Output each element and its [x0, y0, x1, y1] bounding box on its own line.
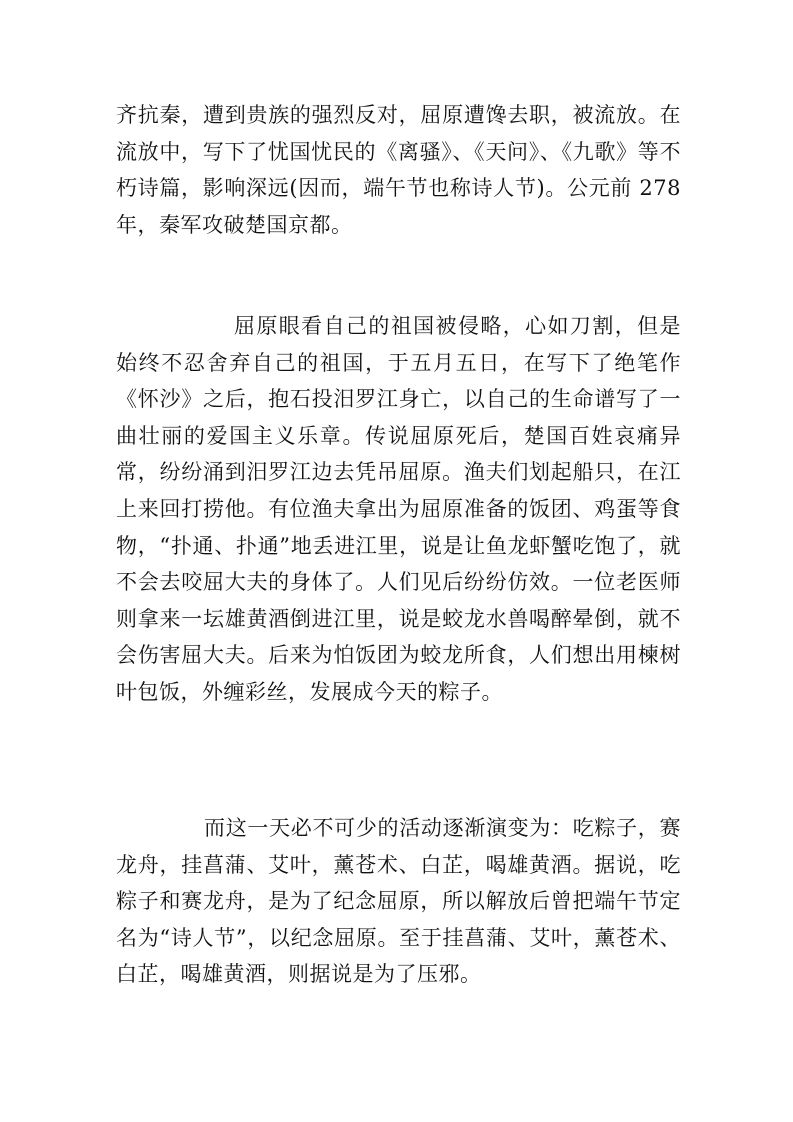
paragraph-3: 而这一天必不可少的活动逐渐演变为：吃粽子，赛龙舟，挂菖蒲、艾叶，薰苍术、白芷，喝雄黄酒。据说，吃粽子和赛龙舟，是为了纪念屈原，所以解放后曾把端午节定名为“诗人节”，以纪念屈原。至于挂菖蒲、艾叶，薰苍术、白芷，喝雄黄酒，则据说是为了压邪。	[116, 816, 681, 987]
paragraph-1: 齐抗秦，遭到贵族的强烈反对，屈原遭馋去职，被流放。在流放中，写下了忧国忧民的《离骚》、《天问》、《九歌》等不朽诗篇，影响深远(因而，端午节也称诗人节)。公元前 278 年，秦军攻破楚国京都。	[116, 103, 681, 237]
paragraph-2: 屈原眼看自己的祖国被侵略，心如刀割，但是始终不忍舍弃自己的祖国，于五月五日，在写下了绝笔作《怀沙》之后，抱石投汨罗江身亡，以自己的生命谱写了一曲壮丽的爱国主义乐章。传说屈原死后，楚国百姓哀痛异常，纷纷涌到汨罗江边去凭吊屈原。渔夫们划起船只，在江上来回打捞他。有位渔夫拿出为屈原准备的饭团、鸡蛋等食物，“扑通、扑通”地丢进江里，说是让鱼龙虾蟹吃饱了，就不会去咬屈大夫的身体了。人们见后纷纷仿效。一位老医师则拿来一坛雄黄酒倒进江里，说是蛟龙水兽喝醉晕倒，就不会伤害屈大夫。后来为怕饭团为蛟龙所食，人们想出用楝树叶包饭，外缠彩丝，发展成今天的粽子。	[116, 314, 681, 704]
